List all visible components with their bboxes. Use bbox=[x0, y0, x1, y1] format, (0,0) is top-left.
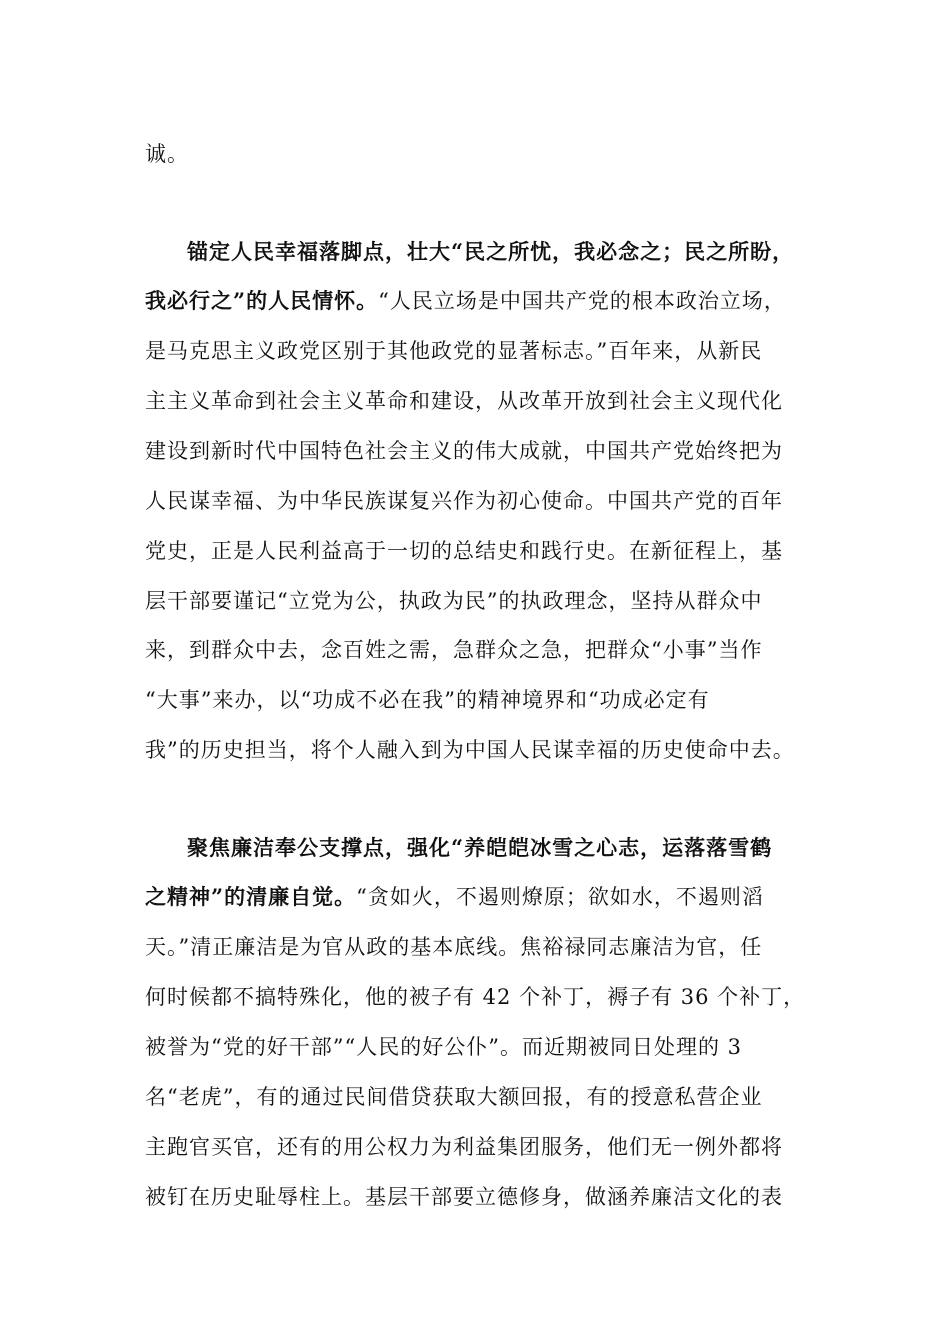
text-span: “人民立场是中国共产党的根本政治立场， bbox=[378, 289, 786, 313]
text-line: 是马克思主义政党区别于其他政党的显著标志。”百年来，从新民 bbox=[145, 339, 763, 363]
text-line: 建设到新时代中国特色社会主义的伟大成就，中国共产党始终把为 bbox=[145, 439, 783, 463]
heading-continuation: 之精神”的清廉自觉。 bbox=[145, 884, 357, 909]
text-line: 何时候都不搞特殊化，他的被子有 42 个补丁，褥子有 36 个补丁， bbox=[145, 985, 806, 1009]
text-line: 来，到群众中去，念百姓之需，急群众之急，把群众“小事”当作 bbox=[145, 638, 763, 662]
text-line: 主跑官买官，还有的用公权力为利益集团服务，他们无一例外都将 bbox=[145, 1135, 783, 1159]
text-line: 我”的历史担当，将个人融入到为中国人民谋幸福的历史使命中去。 bbox=[145, 738, 795, 762]
text-line: 诚。 bbox=[145, 142, 189, 166]
text-line: 被誉为“党的好干部”“人民的好公仆”。而近期被同日处理的 3 bbox=[145, 1035, 742, 1059]
paragraph-heading: 聚焦廉洁奉公支撑点，强化“养皑皑冰雪之心志，运落落雪鹤 bbox=[187, 835, 773, 860]
text-line: 人民谋幸福、为中华民族谋复兴作为初心使命。中国共产党的百年 bbox=[145, 489, 783, 513]
text-line bbox=[145, 881, 810, 913]
heading-continuation: 我必行之”的人民情怀。 bbox=[145, 288, 379, 313]
paragraph-heading: 锚定人民幸福落脚点，壮大“民之所忧，我必念之；民之所盼， bbox=[187, 239, 795, 264]
text-span: “贪如火，不遏则燎原；欲如水，不遏则滔 bbox=[356, 885, 764, 909]
text-line bbox=[145, 285, 810, 317]
text-line: 天。”清正廉洁是为官从政的基本底线。焦裕禄同志廉洁为官，任 bbox=[145, 935, 763, 959]
text-line: 主主义革命到社会主义革命和建设，从改革开放到社会主义现代化 bbox=[145, 389, 783, 413]
text-line: “大事”来办，以“功成不必在我”的精神境界和“功成必定有 bbox=[145, 688, 710, 712]
text-line: 党史，正是人民利益高于一切的总结史和践行史。在新征程上，基 bbox=[145, 539, 783, 563]
text-line: 被钉在历史耻辱柱上。基层干部要立德修身，做涵养廉洁文化的表 bbox=[145, 1185, 783, 1209]
text-line: 名“老虎”，有的通过民间借贷获取大额回报，有的授意私营企业 bbox=[145, 1085, 763, 1109]
text-line: 层干部要谨记“立党为公，执政为民”的执政理念，坚持从群众中 bbox=[145, 589, 763, 613]
